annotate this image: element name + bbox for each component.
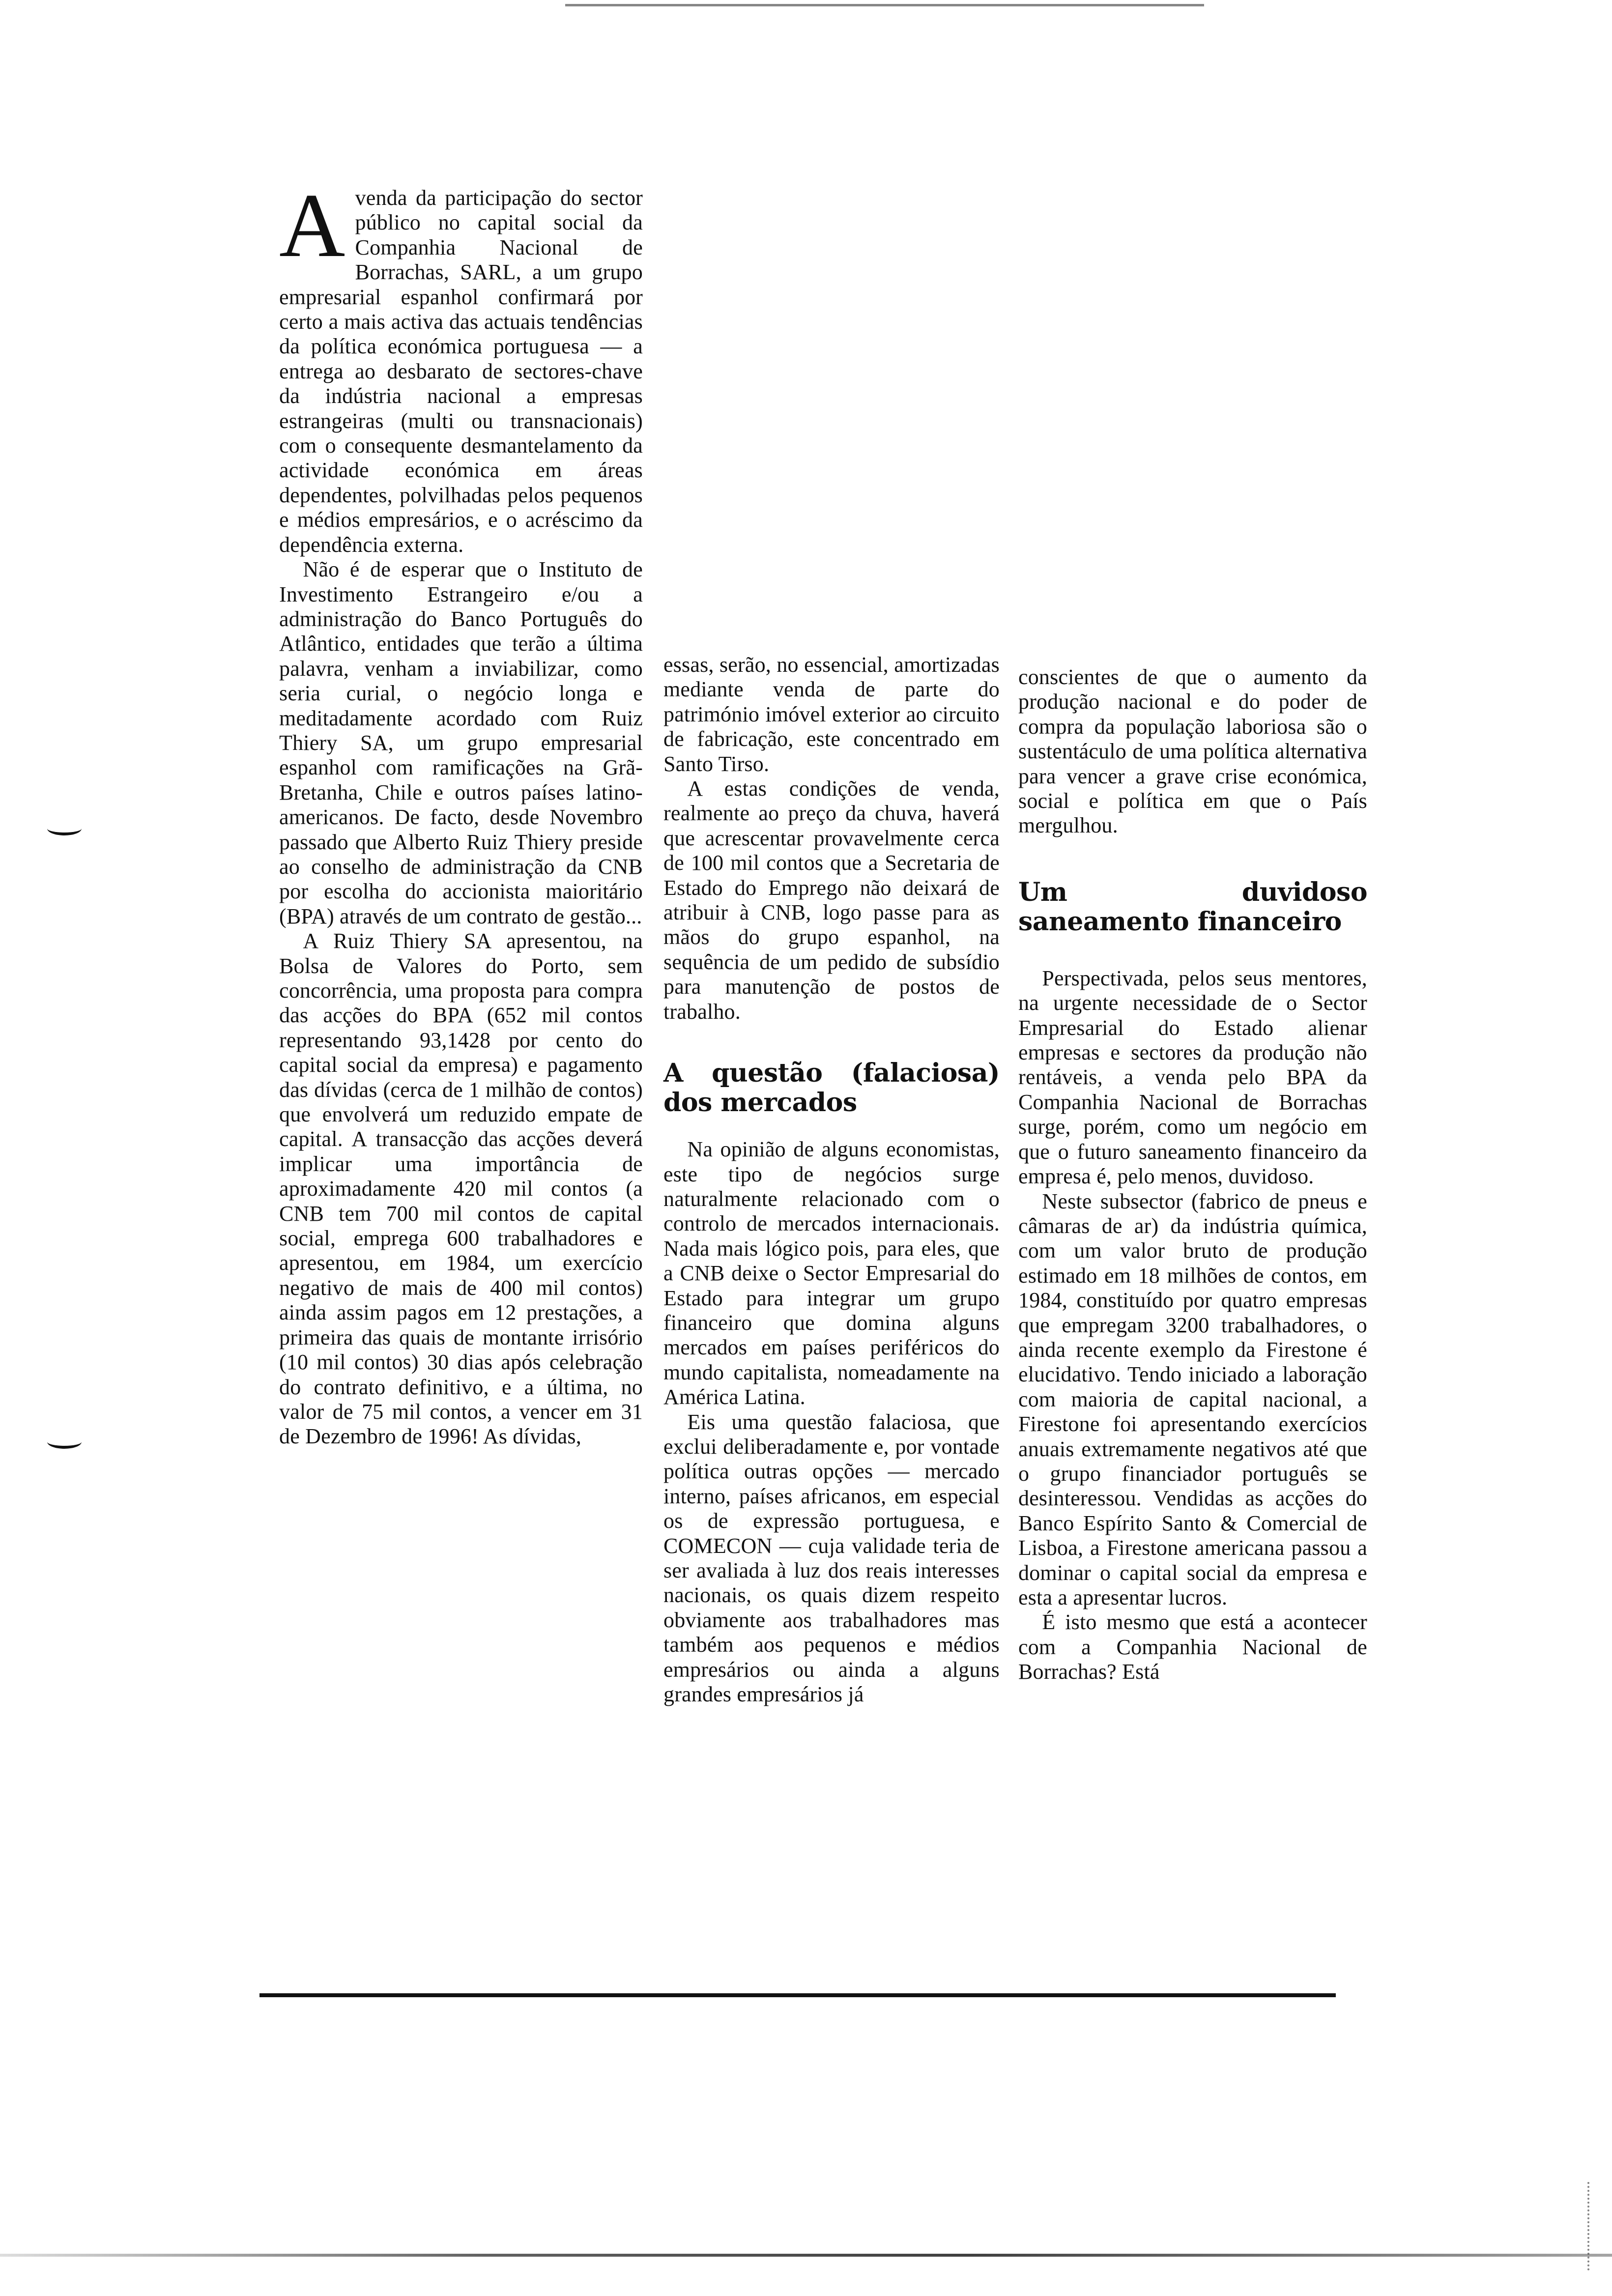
subheading-saneamento-financeiro: Um duvidoso saneamento financeiro [1018,877,1367,937]
margin-mark [47,1435,82,1449]
article-column-3 [1018,665,1367,1685]
drop-cap: A [279,175,345,276]
paragraph: Neste subsector (fabrico de pneus e câmaras de ar) da indústria química, com um valor bruto de produção estimado em 18 milhões de contos, em 1984, constituído por quatro empresas que empregam 3200 trabalhadores, o ainda recente exemplo da Firestone é elucidativo. Tendo iniciado a laboração com maioria de capital nacional, a Firestone foi apresentando exercícios anuais extremamente negativos até que o grupo financiador português se desinteressou. Vendidas as acções do Banco Espírito Santo & Comercial de Lisboa, a Firestone americana passou a dominar o capital social da empresa e esta a apresentar lucros. [1018,1189,1367,1609]
column-bottom-rule [259,1993,1336,1997]
scan-artifact-right-edge [1587,2182,1592,2270]
margin-mark [47,822,82,835]
article-column-1 [279,175,643,1449]
lead-text: venda da participação do sector público no capital social da Companhia Nacional de Borrachas, SARL, a um grupo empresarial espanhol confirmará por certo a mais activa das actuais tendências da política económica portuguesa — a entrega ao desbarato de sectores-chave da indústria nacional a empresas estrangeiras (multi ou transnacionais) com o consequente desmantelamento da actividade económica em áreas dependentes, polvilhadas pelos pequenos e médios empresários, e o acréscimo da dependência externa. [279,186,643,557]
lead-paragraph [279,175,643,557]
paragraph: Na opinião de alguns economistas, este tipo de negócios surge naturalmente relacionado com o controlo de mercados internacionais. Nada mais lógico pois, para eles, que a CNB deixe o Sector Empresarial do Estado para integrar um grupo financeiro que domina alguns mercados em países periféricos do mundo capitalista, nomeadamente na América Latina. [663,1137,1000,1409]
paragraph: A Ruiz Thiery SA apresentou, na Bolsa de Valores do Porto, sem concorrência, uma proposta para compra das acções do BPA (652 mil contos representando 93,1428 por cento do capital social da empresa) e pagamento das dívidas (cerca de 1 milhão de contos) que envolverá um reduzido empate de capital. A transacção das acções deverá implicar uma importância de aproximadamente 420 mil contos (a CNB tem 700 mil contos de capital social, emprega 600 trabalhadores e apresentou, em 1984, um exercício negativo de mais de 400 mil contos) ainda assim pagos em 12 prestações, a primeira das quais de montante irrisório (10 mil contos) 30 dias após celebração do contrato definitivo, e a última, no valor de 75 mil contos, a vencer em 31 de Dezembro de 1996! As dívidas, [279,929,643,1449]
paragraph: Eis uma questão falaciosa, que exclui deliberadamente e, por vontade política outras opções — mercado interno, países africanos, em especial os de expressão portuguesa, e COMECON — cuja validade teria de ser avaliada à luz dos reais interesses nacionais, os quais dizem respeito obviamente aos trabalhadores mas também aos pequenos e médios empresários ou ainda a alguns grandes empresários já [663,1409,1000,1707]
scan-artifact-top-line [565,4,1204,6]
paragraph: A estas condições de venda, realmente ao preço da chuva, haverá que acrescentar provavelmente cerca de 100 mil contos que a Secretaria de Estado do Emprego não deixará de atribuir à CNB, logo passe para as mãos do grupo espanhol, na sequência de um pedido de subsídio para manutenção de postos de trabalho. [663,776,1000,1024]
paragraph: É isto mesmo que está a acontecer com a Companhia Nacional de Borrachas? Está [1018,1610,1367,1684]
paragraph: conscientes de que o aumento da produção nacional e do poder de compra da população laboriosa são o sustentáculo de uma política alternativa para vencer a grave crise económica, social e política em que o País mergulhou. [1018,665,1367,838]
scan-artifact-bottom-line [0,2254,1612,2257]
article-column-2 [663,653,1000,1707]
paragraph: Perspectivada, pelos seus mentores, na urgente necessidade de o Sector Empresarial do Estado alienar empresas e sectores da produção não rentáveis, a venda pelo BPA da Companhia Nacional de Borrachas surge, porém, como um negócio em que o futuro saneamento financeiro da empresa é, pelo menos, duvidoso. [1018,966,1367,1189]
paragraph: Não é de esperar que o Instituto de Investimento Estrangeiro e/ou a administração do Banco Português do Atlântico, entidades que terão a última palavra, venham a inviabilizar, como seria curial, o negócio longa e meditadamente acordado com Ruiz Thiery SA, um grupo empresarial espanhol com ramificações na Grã-Bretanha, Chile e outros países latino-americanos. De facto, desde Novembro passado que Alberto Ruiz Thiery preside ao conselho de administração da CNB por escolha do accionista maioritário (BPA) através de um contrato de gestão... [279,557,643,928]
subheading-questao-falaciosa: A questão (falaciosa) dos mercados [663,1058,1000,1118]
paragraph: essas, serão, no essencial, amortizadas mediante venda de parte do património imóvel exterior ao circuito de fabricação, este concentrado em Santo Tirso. [663,653,1000,776]
